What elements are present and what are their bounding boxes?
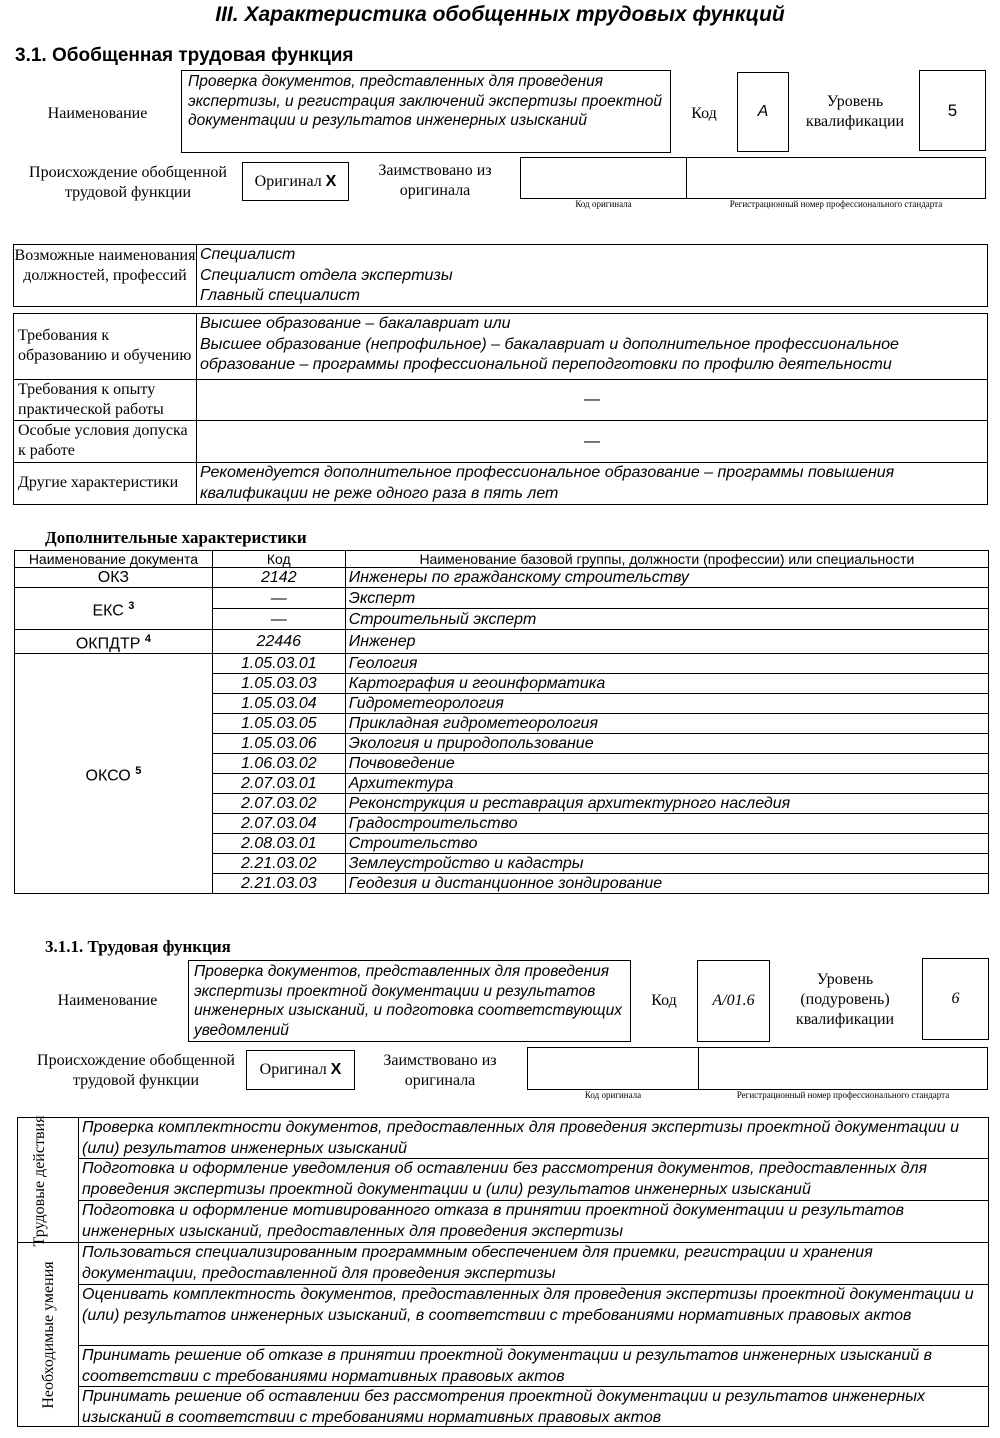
additional-table — [14, 550, 989, 894]
okso-code: 2.07.03.04 — [212, 814, 345, 834]
req-label-cell — [13, 379, 197, 421]
gtf-name-label: Наименование — [47, 105, 148, 122]
okso-code: 2.21.03.02 — [212, 854, 345, 874]
col-code-header: Код — [212, 551, 345, 568]
req-other-value: Рекомендуется дополнительное профессиональное образование – программы повышения квалификации не реже одного раза в пять лет — [200, 464, 895, 502]
req-label-cell — [13, 313, 197, 380]
req-experience-label: Требования к опыту практической работы — [18, 381, 164, 418]
position-item: Специалист — [200, 246, 296, 263]
tf-level-label: Уровень (подуровень) квалификации — [795, 971, 895, 1028]
okz-code: 2142 — [212, 568, 345, 588]
tf-code-value: A/01.6 — [697, 960, 770, 1042]
skill-item-text: Пользоваться специализированным программным обеспечением для приемки, регистрации и хранения документации, предоставленной для проведения экспертизы — [82, 1244, 873, 1282]
table-row — [15, 654, 989, 674]
table-row — [15, 630, 989, 654]
action-item — [78, 1200, 989, 1243]
tf-borrowed-code-box — [527, 1047, 699, 1090]
okso-name: Геология — [345, 654, 988, 674]
req-education-line: Высшее образование – бакалавриат или — [200, 315, 511, 332]
req-other-label: Другие характеристики — [18, 474, 179, 491]
tf-borrowed-label: Заимствовано из оригинала — [383, 1052, 497, 1089]
table-row — [15, 568, 989, 588]
okso-code: 1.05.03.04 — [212, 694, 345, 714]
okso-name: Реконструкция и реставрация архитектурного наследия — [345, 794, 988, 814]
action-item-text: Проверка комплектности документов, предоставленных для проведения экспертизы проектной документации и (или) результатов инженерных изысканий — [82, 1119, 959, 1157]
okso-code: 2.07.03.02 — [212, 794, 345, 814]
eks-name: Строительный эксперт — [345, 609, 988, 630]
skill-item — [78, 1345, 989, 1387]
tf-name-value: Проверка документов, представленных для проведения экспертизы проектной документации и результатов инженерных изысканий, и подготовка соответствующих уведомлений — [188, 960, 631, 1042]
gtf-borrowed-label: Заимствовано из оригинала — [378, 162, 492, 199]
okso-name: Землеустройство и кадастры — [345, 854, 988, 874]
position-item: Главный специалист — [200, 287, 360, 304]
gtf-borrowed-reg-box — [686, 157, 986, 199]
skill-item-text: Принимать решение об оставлении без рассмотрения проектной документации и результатов инженерных изысканий в соответствии с требованиями нормативных правовых актов — [82, 1388, 925, 1426]
positions-value-cell — [196, 244, 988, 307]
eks-name: Эксперт — [345, 588, 988, 609]
gtf-original-mark: X — [325, 173, 337, 190]
actions-label-cell — [17, 1115, 79, 1247]
tf-original-box — [246, 1050, 355, 1090]
gtf-origin-label: Происхождение обобщенной трудовой функции — [29, 164, 227, 201]
tf-origin-label: Происхождение обобщенной трудовой функции — [37, 1052, 235, 1089]
okso-name: Почвоведение — [345, 754, 988, 774]
okso-name: Экология и природопользование — [345, 734, 988, 754]
okso-name: Строительство — [345, 834, 988, 854]
req-value-cell — [196, 313, 988, 380]
req-value-cell — [196, 462, 988, 505]
req-label-cell — [13, 462, 197, 505]
tf-reg-caption: Регистрационный номер профессионального стандарта — [736, 1090, 950, 1100]
okz-name: Инженеры по гражданскому строительству — [345, 568, 988, 588]
skills-label: Необходимые умения — [40, 1261, 57, 1409]
okso-code: 1.06.03.02 — [212, 754, 345, 774]
okso-name: Архитектура — [345, 774, 988, 794]
okso-name: Градостроительство — [345, 814, 988, 834]
gtf-code-label: Код — [691, 105, 717, 122]
skill-item — [78, 1284, 989, 1346]
table-row — [15, 588, 989, 609]
action-item-text: Подготовка и оформление мотивированного отказа в принятии проектной документации и результатов инженерных изысканий, предоставленных для проведения экспертизы — [82, 1202, 905, 1240]
skills-label-cell — [17, 1242, 79, 1427]
okpdtr-name: Инженер — [345, 630, 988, 654]
skill-item-text: Принимать решение об отказе в принятии проектной документации и результатов инженерных изысканий в соответствии с требованиями нормативных правовых актов — [82, 1347, 932, 1385]
okso-code: 2.08.03.01 — [212, 834, 345, 854]
eks-code: — — [212, 609, 345, 630]
req-admission-value: — — [584, 433, 600, 450]
gtf-heading: 3.1. Обобщенная трудовая функция — [15, 45, 354, 66]
okso-code: 2.21.03.03 — [212, 874, 345, 894]
req-education-line: Высшее образование (непрофильное) – бакалавриат и дополнительное профессиональное образование – программы профессиональной переподготовки по профилю деятельности — [200, 335, 899, 373]
gtf-level-label: Уровень квалификации — [805, 93, 905, 130]
okso-doc: ОКСО $^5$ — [15, 654, 213, 894]
position-item: Специалист отдела экспертизы — [200, 266, 453, 284]
col-name-header: Наименование базовой группы, должности (профессии) или специальности — [345, 551, 988, 568]
req-label-cell — [13, 420, 197, 463]
positions-label-cell — [13, 244, 197, 307]
tf-borrowed-reg-box — [698, 1047, 988, 1090]
okso-name: Прикладная гидрометеорология — [345, 714, 988, 734]
gtf-reg-caption: Регистрационный номер профессионального стандарта — [729, 199, 943, 209]
positions-label: Возможные наименования должностей, профессий — [14, 247, 196, 284]
actions-label: Трудовые действия — [31, 1115, 48, 1247]
gtf-level-value: 5 — [919, 70, 986, 151]
action-item-text: Подготовка и оформление уведомления об оставлении без рассмотрения документов, предоставленных для проведения экспертизы проектной документации и (или) результатов инженерных изысканий — [82, 1160, 928, 1198]
okso-name: Геодезия и дистанционное зондирование — [345, 874, 988, 894]
tf-heading: 3.1.1. Трудовая функция — [45, 937, 231, 956]
okso-code: 2.07.03.01 — [212, 774, 345, 794]
req-value-cell — [196, 379, 988, 421]
eks-doc: ЕКС $^3$ — [15, 588, 213, 630]
table-header-row — [15, 551, 989, 568]
okso-code: 1.05.03.05 — [212, 714, 345, 734]
tf-code-orig-caption: Код оригинала — [584, 1090, 642, 1100]
tf-code-label: Код — [651, 992, 677, 1009]
tf-name-label: Наименование — [57, 992, 158, 1009]
tf-original-label: Оригинал — [259, 1061, 327, 1078]
skill-item — [78, 1242, 989, 1285]
gtf-name-value: Проверка документов, представленных для проведения экспертизы, и регистрация заключений экспертизы проектной документации и результатов инженерных изысканий — [181, 70, 671, 153]
tf-original-mark: X — [330, 1061, 342, 1078]
additional-heading: Дополнительные характеристики — [45, 528, 307, 547]
okso-name: Картография и геоинформатика — [345, 674, 988, 694]
req-experience-value: — — [584, 391, 600, 408]
req-value-cell — [196, 420, 988, 463]
action-item — [78, 1158, 989, 1201]
okso-name: Гидрометеорология — [345, 694, 988, 714]
section-title: III. Характеристика обобщенных трудовых функций — [215, 3, 785, 26]
gtf-original-box — [242, 162, 349, 201]
okso-code: 1.05.03.06 — [212, 734, 345, 754]
okpdtr-code: 22446 — [212, 630, 345, 654]
req-education-label: Требования к образованию и обучению — [18, 327, 192, 364]
gtf-code-orig-caption: Код оригинала — [575, 199, 632, 209]
okpdtr-doc: ОКПДТР $^4$ — [15, 630, 213, 654]
req-admission-label: Особые условия допуска к работе — [18, 422, 188, 459]
skill-item-text: Оценивать комплектность документов, предоставленных для проведения экспертизы проектной документации и (или) результатов инженерных изысканий, в соответствии с требованиями нормативных правовых актов — [82, 1286, 974, 1324]
action-item — [78, 1117, 989, 1159]
gtf-original-label: Оригинал — [254, 173, 322, 190]
okso-code: 1.05.03.01 — [212, 654, 345, 674]
gtf-code-value: А — [737, 72, 789, 152]
okz-doc: ОКЗ — [15, 568, 213, 588]
okso-code: 1.05.03.03 — [212, 674, 345, 694]
gtf-borrowed-code-box — [520, 157, 687, 199]
eks-code: — — [212, 588, 345, 609]
skill-item — [78, 1386, 989, 1427]
col-doc-header: Наименование документа — [15, 551, 213, 568]
tf-level-value: 6 — [922, 958, 989, 1040]
